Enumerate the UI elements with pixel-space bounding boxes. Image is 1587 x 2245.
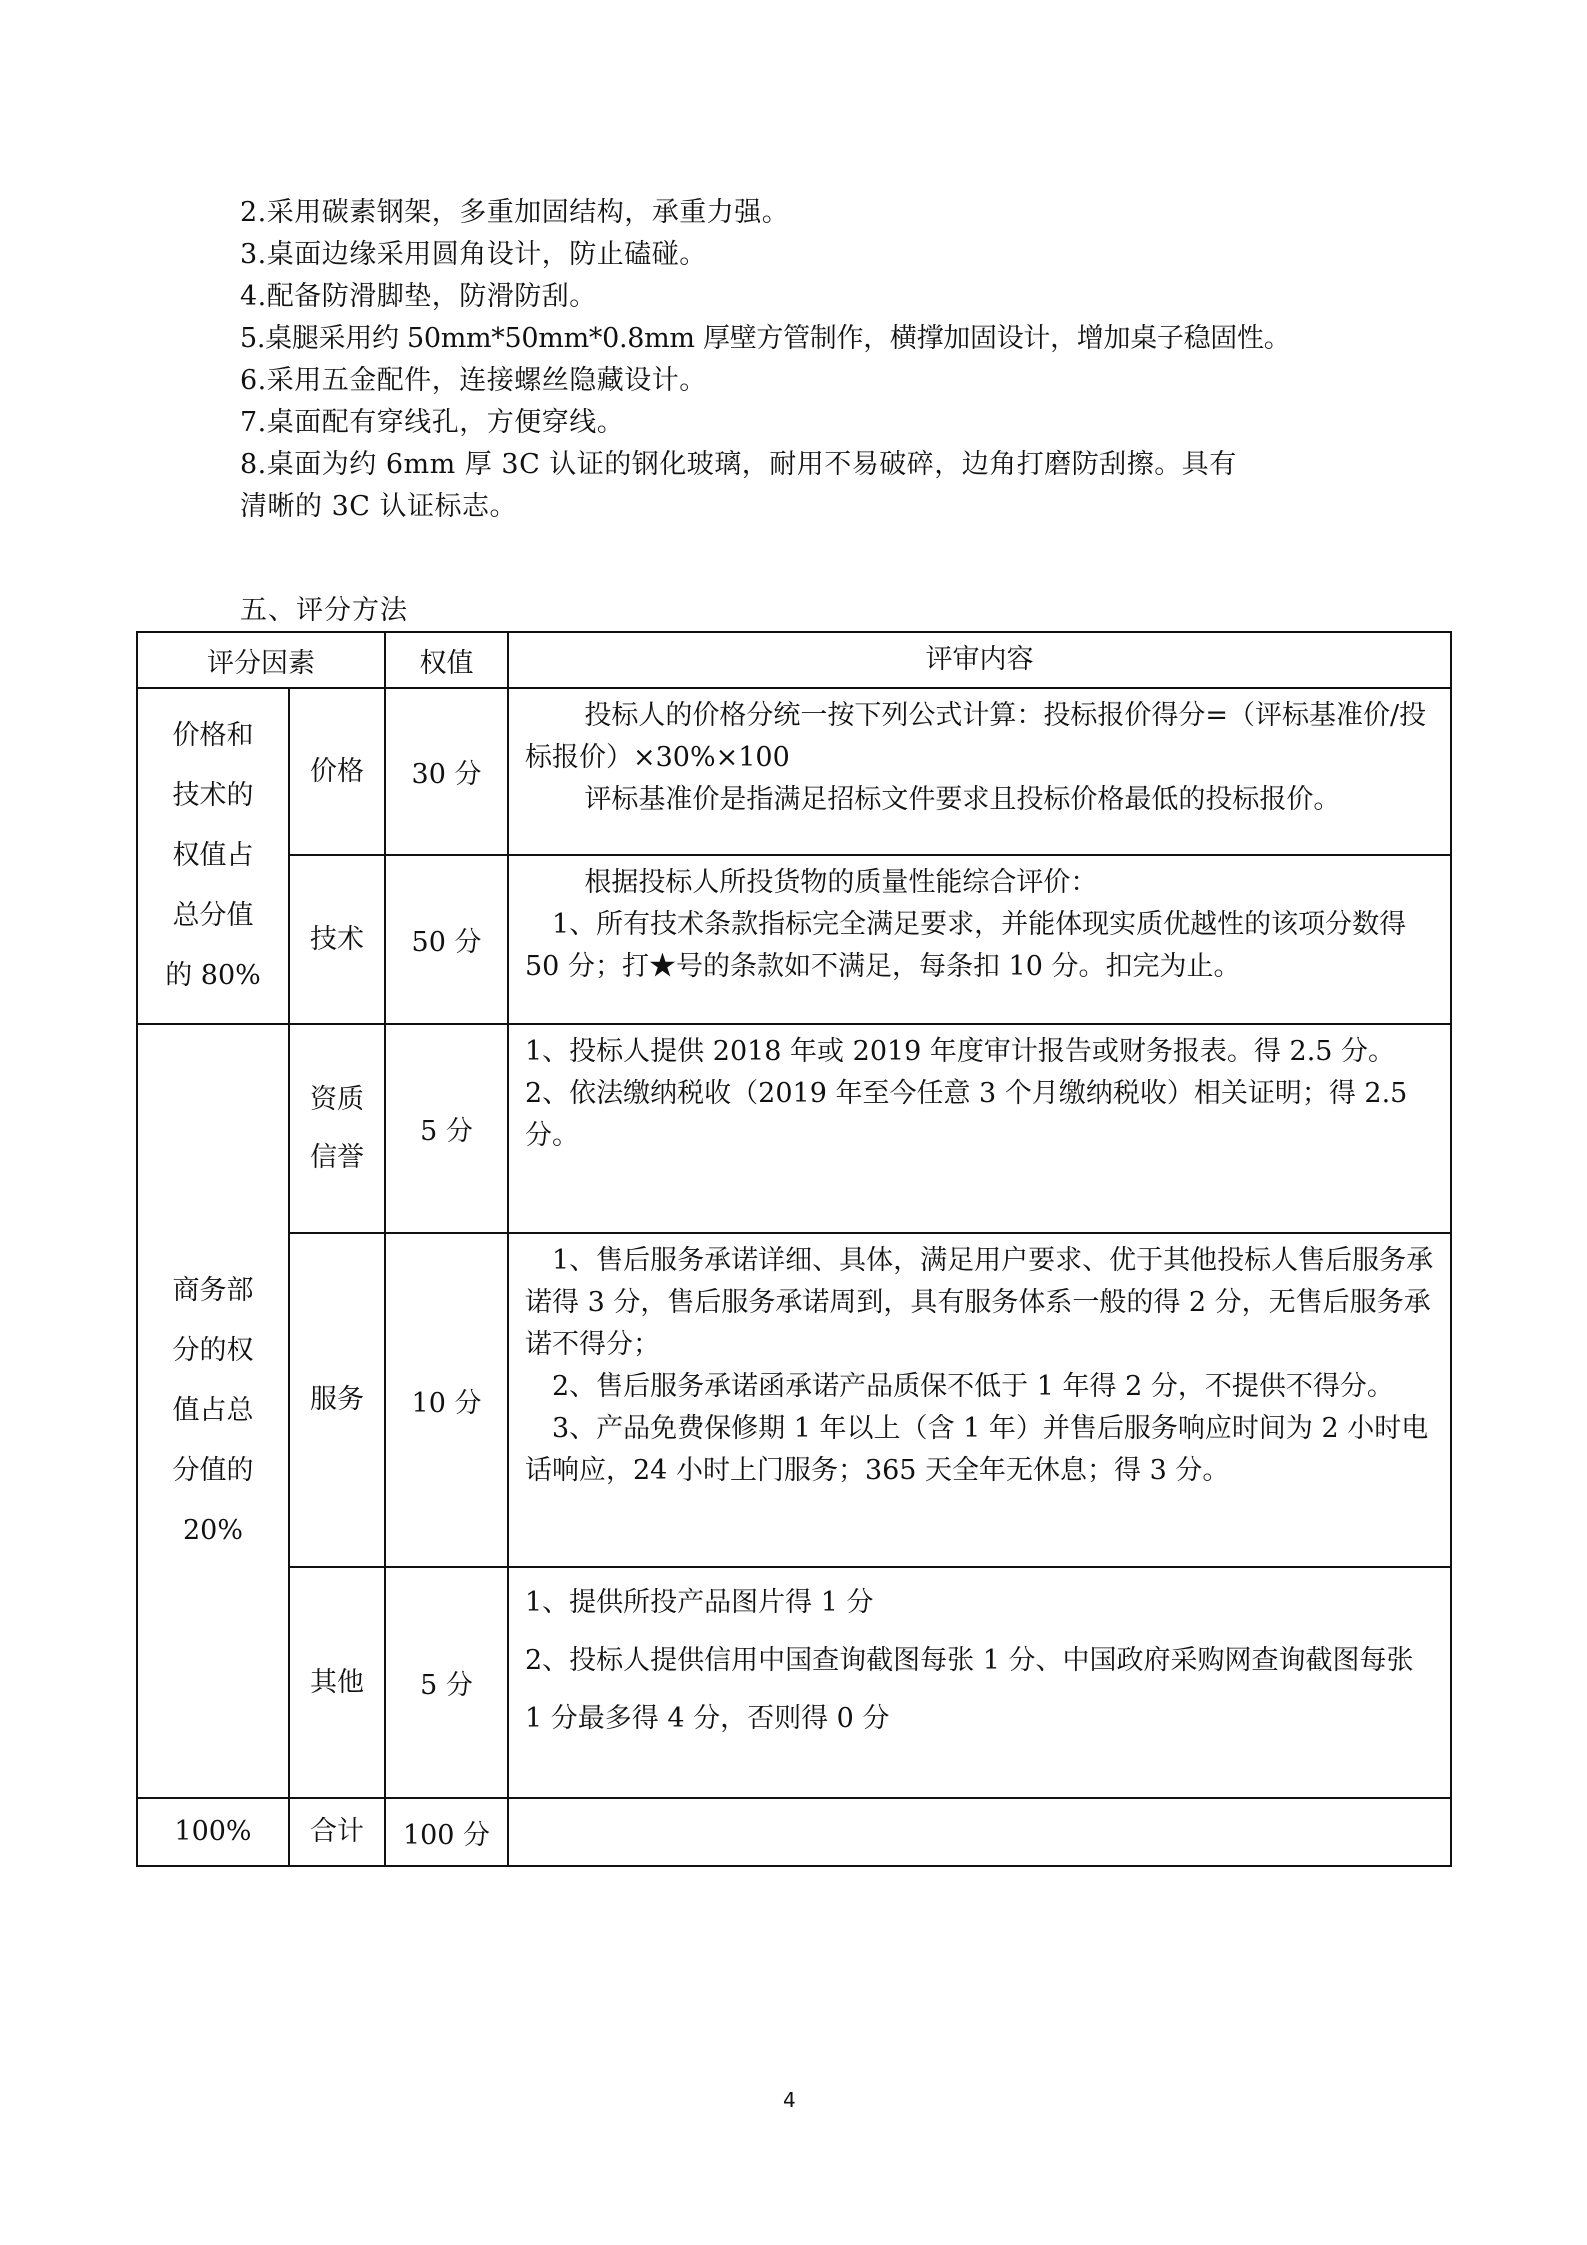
weight-qualification: 5 分	[385, 1024, 508, 1233]
content-paragraph: 投标人的价格分统一按下列公式计算：投标报价得分=（评标基准价/投标报价）×30%×100	[525, 700, 1427, 773]
table-header-row	[137, 632, 1451, 688]
total-weight: 100 分	[385, 1798, 508, 1866]
table-row	[137, 1024, 1451, 1233]
total-factor: 100%	[137, 1798, 289, 1866]
content-price	[508, 688, 1451, 855]
spec-item: 3.桌面边缘采用圆角设计，防止磕碰。	[240, 239, 707, 270]
spec-item: 7.桌面配有穿线孔，方便穿线。	[240, 407, 625, 438]
content-paragraph: 2、售后服务承诺函承诺产品质保不低于 1 年得 2 分，不提供不得分。	[552, 1371, 1394, 1402]
content-paragraph: 1、投标人提供 2018 年或 2019 年度审计报告或财务报表。得 2.5 分。	[525, 1036, 1396, 1067]
sub-factor-price: 价格	[289, 688, 385, 855]
total-content	[508, 1798, 1451, 1866]
spec-item: 2.采用碳素钢架，多重加固结构，承重力强。	[240, 197, 790, 228]
content-paragraph: 1、所有技术条款指标完全满足要求，并能体现实质优越性的该项分数得 50 分；打★号的条款如不满足，每条扣 10 分。扣完为止。	[525, 909, 1407, 982]
group-label-line: 权值占	[172, 840, 254, 871]
weight-other: 5 分	[385, 1567, 508, 1798]
content-paragraph: 评标基准价是指满足招标文件要求且投标价格最低的投标报价。	[584, 784, 1341, 815]
content-service	[508, 1233, 1451, 1567]
sub-factor-tech: 技术	[289, 855, 385, 1024]
group-label-line: 分值的	[172, 1455, 254, 1486]
spec-item: 8.桌面为约 6mm 厚 3C 认证的钢化玻璃，耐用不易破碎，边角打磨防刮擦。具有	[240, 449, 1237, 480]
section-title: 五、评分方法	[240, 595, 408, 626]
content-tech	[508, 855, 1451, 1024]
spec-item: 6.采用五金配件，连接螺丝隐藏设计。	[240, 365, 707, 396]
content-paragraph: 3、产品免费保修期 1 年以上（含 1 年）并售后服务响应时间为 2 小时电话响应，24 小时上门服务；365 天全年无休息；得 3 分。	[525, 1413, 1429, 1486]
group-label-line: 值占总	[172, 1395, 254, 1426]
spec-item: 4.配备防滑脚垫，防滑防刮。	[240, 281, 597, 312]
content-paragraph: 2、投标人提供信用中国查询截图每张 1 分、中国政府采购网查询截图每张 1 分最多得 4 分，否则得 0 分	[525, 1645, 1414, 1734]
group-label-line: 总分值	[172, 900, 254, 931]
group-label-line: 20%	[182, 1515, 243, 1546]
content-paragraph: 2、依法缴纳税收（2019 年至今任意 3 个月缴纳税收）相关证明；得 2.5 分。	[525, 1078, 1408, 1151]
group-label-line: 价格和	[172, 720, 254, 751]
sub-factor-line: 资质	[310, 1083, 364, 1115]
table-row	[137, 688, 1451, 855]
header-weight: 权值	[385, 632, 508, 688]
table-row	[137, 1233, 1451, 1567]
content-paragraph: 1、提供所投产品图片得 1 分	[525, 1587, 874, 1618]
group-label-price-tech	[137, 688, 289, 1024]
content-paragraph: 根据投标人所投货物的质量性能综合评价：	[584, 867, 1098, 898]
header-content: 评审内容	[508, 632, 1451, 688]
spec-item: 5.桌腿采用约 50mm*50mm*0.8mm 厚壁方管制作，横撑加固设计，增加桌子稳固性。	[240, 323, 1291, 354]
total-sub: 合计	[289, 1798, 385, 1866]
table-row-total	[137, 1798, 1451, 1866]
group-label-line: 的 80%	[165, 960, 261, 991]
sub-factor-qualification	[289, 1024, 385, 1233]
sub-factor-line: 信誉	[310, 1141, 364, 1173]
scoring-table	[136, 631, 1452, 1867]
content-paragraph: 1、售后服务承诺详细、具体，满足用户要求、优于其他投标人售后服务承诺得 3 分，售后服务承诺周到，具有服务体系一般的得 2 分，无售后服务承诺不得分；	[525, 1245, 1434, 1360]
sub-factor-other: 其他	[289, 1567, 385, 1798]
sub-factor-service: 服务	[289, 1233, 385, 1567]
group-label-line: 商务部	[172, 1275, 254, 1306]
spec-list	[240, 192, 1420, 528]
content-other	[508, 1567, 1451, 1798]
spec-item: 清晰的 3C 认证标志。	[240, 491, 518, 522]
header-factor: 评分因素	[137, 632, 385, 688]
table-row	[137, 1567, 1451, 1798]
weight-tech: 50 分	[385, 855, 508, 1024]
group-label-line: 分的权	[172, 1335, 254, 1366]
content-qualification	[508, 1024, 1451, 1233]
group-label-business	[137, 1024, 289, 1798]
group-label-line: 技术的	[172, 780, 254, 811]
weight-service: 10 分	[385, 1233, 508, 1567]
page-number: 4	[783, 2088, 796, 2112]
table-row	[137, 855, 1451, 1024]
weight-price: 30 分	[385, 688, 508, 855]
